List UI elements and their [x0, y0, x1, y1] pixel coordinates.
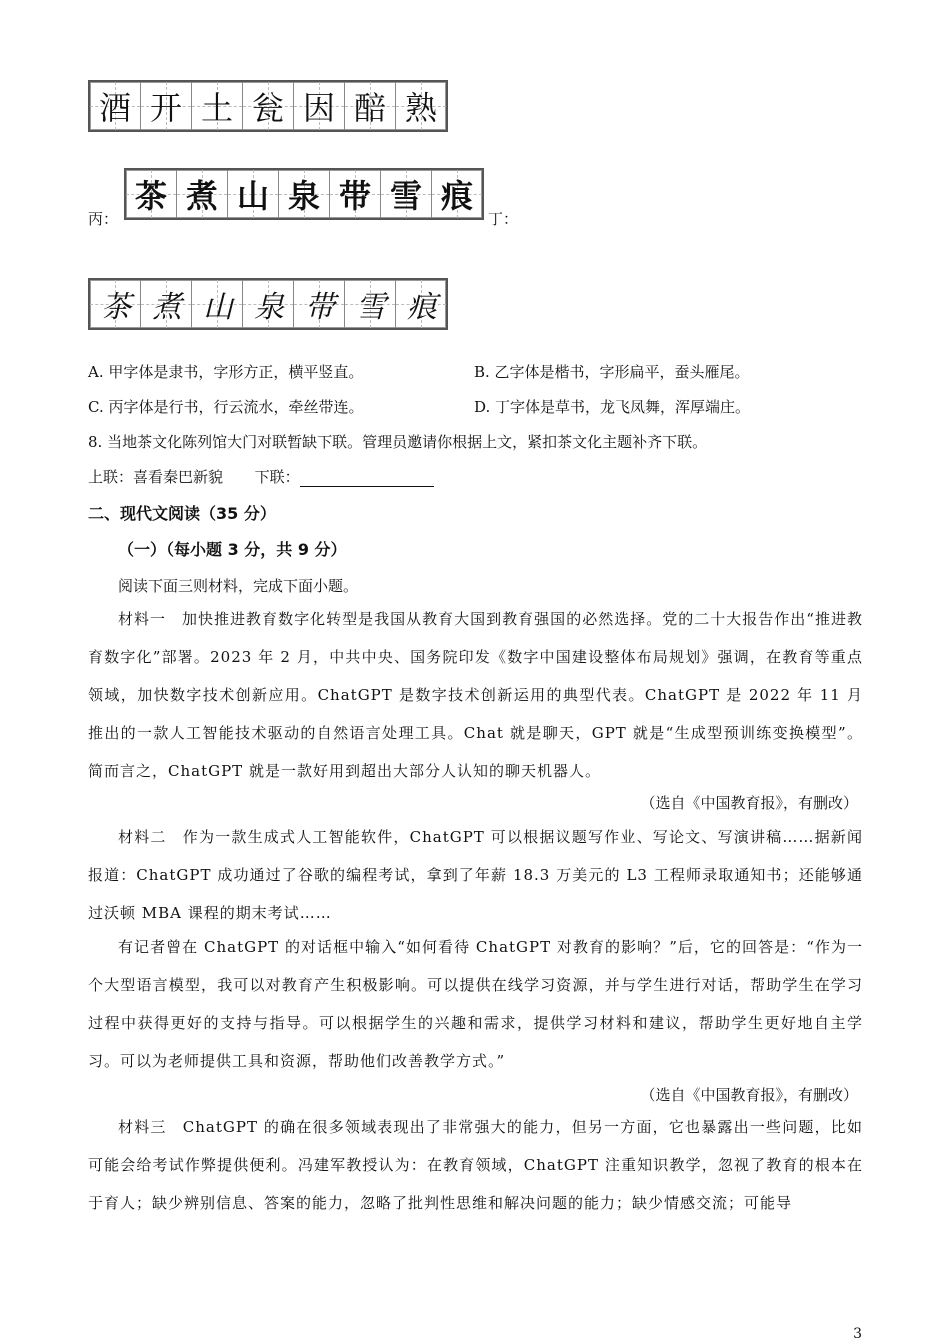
- subsection-title: （一）（每小题 3 分，共 9 分）: [118, 540, 347, 559]
- answer-blank[interactable]: [300, 470, 434, 487]
- option-b: B. 乙字体是楷书，字形扁平，蚕头雁尾。: [474, 363, 750, 381]
- section-title: 二、现代文阅读（35 分）: [88, 504, 276, 523]
- char-cell: 茶: [90, 280, 141, 328]
- option-a: A. 甲字体是隶书，字形方正，横平竖直。: [88, 363, 364, 381]
- calligraphy-row-jia: [88, 80, 448, 132]
- page-number: 3: [853, 1326, 862, 1342]
- char-cell: 雪: [345, 280, 396, 328]
- material-1-source: （选自《中国教育报》，有删改）: [640, 794, 858, 812]
- label-bing: 丙：: [88, 210, 119, 228]
- material-3: 材料三 ChatGPT 的确在很多领域表现出了非常强大的能力，但另一方面，它也暴露出一些问题，比如可能会给考试作弊提供便利。冯建军教授认为：在教育领域，ChatGPT 注重知识教学，忽视了教育的根本在于育人；缺少辨别信息、答案的能力，忽略了批判性思维和解决问题的能力；缺少情感交流；可能导: [88, 1118, 863, 1212]
- option-c: C. 丙字体是行书，行云流水，牵丝带连。: [88, 398, 364, 416]
- char-cell: 熟: [396, 82, 446, 130]
- char-cell: 山: [228, 170, 279, 218]
- char-cell: 痕: [396, 280, 446, 328]
- char-cell: 痕: [432, 170, 482, 218]
- char-cell: 泉: [243, 280, 294, 328]
- question-8: 8. 当地茶文化陈列馆大门对联暂缺下联。管理员邀请你根据上文，紧扣茶文化主题补齐下联。: [88, 433, 708, 451]
- material-2-p1: 材料二 作为一款生成式人工智能软件，ChatGPT 可以根据议题写作业、写论文、写演讲稿……据新闻报道：ChatGPT 成功通过了谷歌的编程考试，拿到了年薪 18.3 万美元的 L3 工程师录取通知书；还能够通过沃顿 MBA 课程的期末考试……: [88, 828, 863, 922]
- char-cell: 带: [330, 170, 381, 218]
- lower-couplet-label: 下联：: [254, 468, 300, 486]
- material-1: 材料一 加快推进教育数字化转型是我国从教育大国到教育强国的必然选择。党的二十大报告作出“推进教育数字化”部署。2023 年 2 月，中共中央、国务院印发《数字中国建设整体布局规划》强调，在教育等重点领域，加快数字技术创新应用。ChatGPT 是数字技术创新运用的典型代表。ChatGPT 是 2022 年 11 月推出的一款人工智能技术驱动的自然语言处理工具。Chat 就是聊天，GPT 就是“生成型预训练变换模型”。简而言之，ChatGPT 就是一款好用到超出大部分人认知的聊天机器人。: [88, 610, 863, 780]
- section-intro: 阅读下面三则材料，完成下面小题。: [118, 577, 359, 595]
- char-cell: 土: [192, 82, 243, 130]
- char-cell: 开: [141, 82, 192, 130]
- char-cell: 醅: [345, 82, 396, 130]
- calligraphy-row-bing: [124, 168, 484, 220]
- char-cell: 煮: [141, 280, 192, 328]
- label-ding: 丁：: [488, 210, 519, 228]
- char-cell: 酒: [90, 82, 141, 130]
- char-cell: 带: [294, 280, 345, 328]
- char-cell: 煮: [177, 170, 228, 218]
- calligraphy-row-ding: [88, 278, 448, 330]
- option-d: D. 丁字体是草书，龙飞凤舞，浑厚端庄。: [474, 398, 751, 416]
- char-cell: 瓮: [243, 82, 294, 130]
- char-cell: 茶: [126, 170, 177, 218]
- char-cell: 雪: [381, 170, 432, 218]
- char-cell: 泉: [279, 170, 330, 218]
- char-cell: 山: [192, 280, 243, 328]
- upper-couplet: 上联：喜看秦巴新貌: [88, 468, 224, 486]
- material-2-source: （选自《中国教育报》，有删改）: [640, 1086, 858, 1104]
- couplet-line: [88, 467, 434, 487]
- char-cell: 因: [294, 82, 345, 130]
- material-2-p2: 有记者曾在 ChatGPT 的对话框中输入“如何看待 ChatGPT 对教育的影响？”后，它的回答是：“作为一个大型语言模型，我可以对教育产生积极影响。可以提供在线学习资源，并与学生进行对话，帮助学生在学习过程中获得更好的支持与指导。可以根据学生的兴趣和需求，提供学习材料和建议，帮助学生更好地自主学习。可以为老师提供工具和资源，帮助他们改善教学方式。”: [88, 938, 863, 1070]
